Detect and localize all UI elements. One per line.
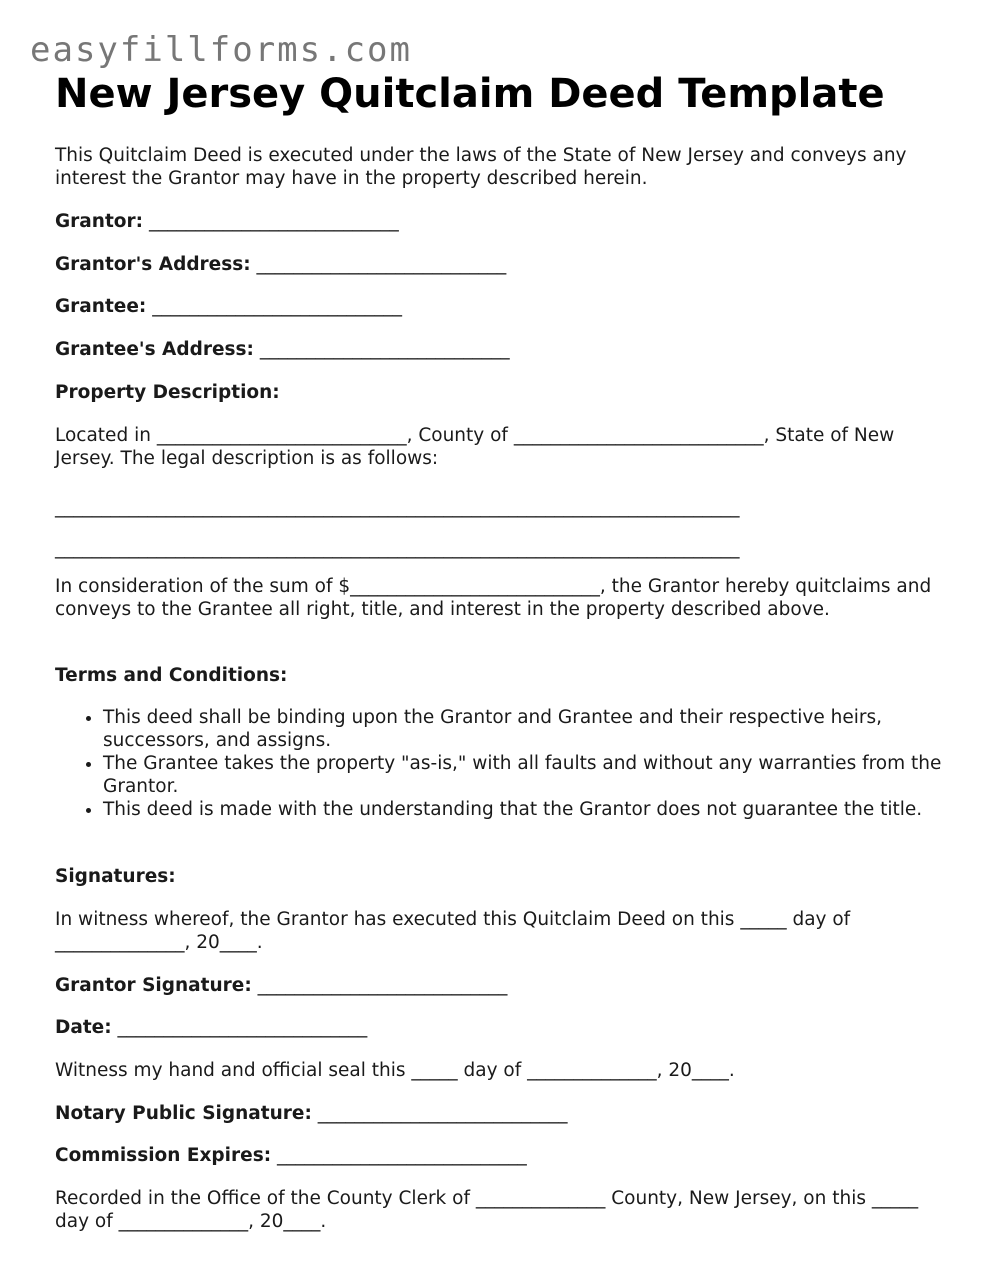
- terms-heading: Terms and Conditions:: [55, 665, 288, 686]
- commission-expires-label: Commission Expires:: [55, 1145, 272, 1166]
- property-heading: Property Description:: [55, 382, 280, 403]
- commission-expires-blank[interactable]: ___________________________: [277, 1145, 527, 1166]
- grantor-blank[interactable]: ___________________________: [148, 211, 399, 232]
- date-blank[interactable]: ___________________________: [117, 1017, 368, 1038]
- grantee-address-blank[interactable]: ___________________________: [259, 339, 510, 360]
- terms-list: [55, 706, 945, 821]
- terms-item-3: • This deed is made with the understanding that the Grantor does not guarantee the title.: [103, 798, 945, 821]
- consideration-prefix: In consideration of the sum of $: [55, 576, 351, 597]
- grantor-signature-label: Grantor Signature:: [55, 975, 252, 996]
- grantor-signature-field: [55, 974, 945, 997]
- located-prefix: Located in: [55, 425, 151, 446]
- consideration-paragraph: [55, 575, 945, 621]
- grantor-address-field: [55, 253, 945, 276]
- grantor-signature-blank[interactable]: ___________________________: [257, 975, 508, 996]
- date-field: [55, 1016, 945, 1039]
- witness-paragraph: In witness whereof, the Grantor has executed this Quitclaim Deed on this _____ day of ______________, 20____.: [55, 909, 851, 953]
- property-location: [55, 424, 945, 470]
- hand-seal-paragraph: Witness my hand and official seal this _____ day of ______________, 20____.: [55, 1060, 735, 1081]
- notary-signature-label: Notary Public Signature:: [55, 1103, 312, 1124]
- date-label: Date:: [55, 1017, 112, 1038]
- consideration-blank[interactable]: ___________________________: [350, 576, 600, 597]
- located-blank[interactable]: ___________________________: [156, 425, 407, 446]
- grantor-field: [55, 210, 945, 233]
- notary-signature-blank[interactable]: ___________________________: [317, 1103, 568, 1124]
- state-suffix: , State of New Jersey. The legal description is as follows:: [55, 425, 895, 469]
- grantee-blank[interactable]: ___________________________: [152, 296, 402, 317]
- county-of-text: , County of: [406, 425, 508, 446]
- grantor-label: Grantor:: [55, 211, 144, 232]
- legal-description-line-1[interactable]: __________________________________________________________________________: [55, 497, 740, 518]
- grantee-field: [55, 295, 945, 318]
- intro-paragraph: This Quitclaim Deed is executed under the laws of the State of New Jersey and conveys any interest the Grantor may have in the property described herein.: [55, 145, 907, 189]
- terms-item-1: • This deed shall be binding upon the Grantor and Grantee and their respective heirs, successors, and assigns.: [103, 706, 945, 752]
- grantee-label: Grantee:: [55, 296, 147, 317]
- commission-expires-field: [55, 1144, 945, 1167]
- consideration-suffix: , the Grantor hereby quitclaims and conveys to the Grantee all right, title, and interest in the property described above.: [55, 576, 932, 620]
- signatures-heading: Signatures:: [55, 866, 176, 887]
- terms-item-2: • The Grantee takes the property "as-is," with all faults and without any warranties from the Grantor.: [103, 752, 945, 798]
- grantor-address-label: Grantor's Address:: [55, 254, 251, 275]
- legal-description-line-2[interactable]: __________________________________________________________________________: [55, 538, 740, 559]
- grantee-address-field: [55, 338, 945, 361]
- recorded-paragraph: Recorded in the Office of the County Clerk of ______________ County, New Jersey, on this _____ day of ______________, 20____.: [55, 1188, 919, 1232]
- notary-signature-field: [55, 1102, 945, 1125]
- grantee-address-label: Grantee's Address:: [55, 339, 254, 360]
- page-title: New Jersey Quitclaim Deed Template: [55, 71, 885, 117]
- grantor-address-blank[interactable]: ___________________________: [256, 254, 507, 275]
- county-blank[interactable]: ___________________________: [513, 425, 764, 446]
- watermark: easyfillforms.com: [30, 30, 412, 70]
